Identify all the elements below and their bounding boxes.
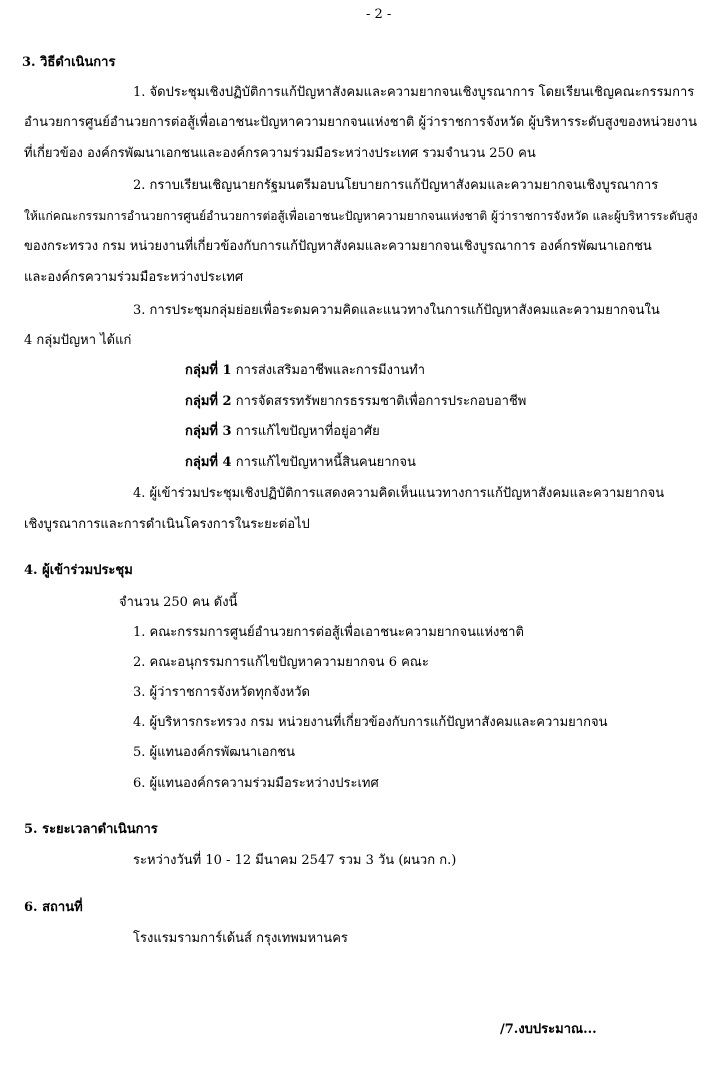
group-item-4 bbox=[185, 456, 416, 469]
section-3-p4-line-1: 4. ผู้เข้าร่วมประชุมเชิงปฏิบัติการแสดงความคิดเห็นแนวทางการแก้ปัญหาสังคมและความยากจน bbox=[133, 486, 665, 501]
page-number: - 2 - bbox=[366, 7, 392, 22]
participant-item-2: 2. คณะอนุกรรมการแก้ไขปัญหาความยากจน 6 คณะ bbox=[133, 655, 429, 670]
participant-item-4: 4. ผู้บริหารกระทรวง กรม หน่วยงานที่เกี่ยวข้องกับการแก้ปัญหาสังคมและความยากจน bbox=[133, 715, 608, 730]
group-item-1 bbox=[185, 364, 425, 377]
participant-item-5: 5. ผู้แทนองค์กรพัฒนาเอกชน bbox=[133, 745, 296, 760]
section-3-p2-line-3: ของกระทรวง กรม หน่วยงานที่เกี่ยวข้องกับการแก้ปัญหาสังคมและความยากจนเชิงบูรณาการ องค์กรพัฒนาเอกชน bbox=[24, 239, 652, 254]
section-6-text: โรงแรมรามการ์เด้นส์ กรุงเทพมหานคร bbox=[133, 931, 348, 946]
section-3-p4-line-2: เชิงบูรณาการและการดำเนินโครงการในระยะต่อไป bbox=[24, 517, 310, 532]
section-3-p1-line-2: อำนวยการศูนย์อำนวยการต่อสู้เพื่อเอาชนะปัญหาความยากจนแห่งชาติ ผู้ว่าราชการจังหวัด ผู้บริหารระดับสูงของหน่วยงาน bbox=[24, 115, 697, 130]
participant-item-3: 3. ผู้ว่าราชการจังหวัดทุกจังหวัด bbox=[133, 685, 311, 700]
section-3-p2-line-2: ให้แก่คณะกรรมการอำนวยการศูนย์อำนวยการต่อสู้เพื่อเอาชนะปัญหาความยากจนแห่งชาติ ผู้ว่าราชการจังหวัด และผู้บริหารระดับสูง bbox=[24, 209, 698, 223]
section-4-heading: 4. ผู้เข้าร่วมประชุม bbox=[24, 563, 133, 578]
group-text: การแก้ไขปัญหาที่อยู่อาศัย bbox=[231, 424, 380, 439]
section-6-heading: 6. สถานที่ bbox=[24, 900, 83, 915]
group-label: กลุ่มที่ 2 bbox=[185, 394, 232, 409]
group-label: กลุ่มที่ 1 bbox=[185, 363, 232, 378]
group-label: กลุ่มที่ 3 bbox=[185, 424, 232, 439]
group-label: กลุ่มที่ 4 bbox=[185, 455, 232, 470]
footer-continuation: /7.งบประมาณ... bbox=[500, 1022, 597, 1037]
section-3-p1-line-1: 1. จัดประชุมเชิงปฏิบัติการแก้ปัญหาสังคมและความยากจนเชิงบูรณาการ โดยเรียนเชิญคณะกรรมการ bbox=[133, 85, 695, 100]
section-3-p2-line-4: และองค์กรความร่วมมือระหว่างประเทศ bbox=[24, 270, 244, 285]
group-text: การแก้ไขปัญหาหนี้สินคนยากจน bbox=[231, 455, 416, 470]
section-3-heading: 3. วิธีดำเนินการ bbox=[22, 55, 116, 70]
section-3-p3-line-1: 3. การประชุมกลุ่มย่อยเพื่อระดมความคิดและแนวทางในการแก้ปัญหาสังคมและความยากจนใน bbox=[133, 303, 660, 318]
participant-item-1: 1. คณะกรรมการศูนย์อำนวยการต่อสู้เพื่อเอาชนะความยากจนแห่งชาติ bbox=[133, 625, 524, 640]
section-3-p1-line-3: ที่เกี่ยวข้อง องค์กรพัฒนาเอกชนและองค์กรความร่วมมือระหว่างประเทศ รวมจำนวน 250 คน bbox=[24, 146, 536, 161]
section-3-p2-line-1: 2. กราบเรียนเชิญนายกรัฐมนตรีมอบนโยบายการแก้ปัญหาสังคมและความยากจนเชิงบูรณาการ bbox=[133, 178, 659, 193]
group-text: การจัดสรรทรัพยากรธรรมชาติเพื่อการประกอบอาชีพ bbox=[231, 394, 527, 409]
group-item-3 bbox=[185, 425, 380, 438]
group-item-2 bbox=[185, 395, 526, 408]
participant-item-6: 6. ผู้แทนองค์กรความร่วมมือระหว่างประเทศ bbox=[133, 776, 379, 791]
section-5-text: ระหว่างวันที่ 10 - 12 มีนาคม 2547 รวม 3 วัน (ผนวก ก.) bbox=[133, 853, 457, 868]
section-5-heading: 5. ระยะเวลาดำเนินการ bbox=[24, 822, 158, 837]
group-text: การส่งเสริมอาชีพและการมีงานทำ bbox=[231, 363, 426, 378]
section-3-p3-line-2: 4 กลุ่มปัญหา ได้แก่ bbox=[24, 333, 132, 348]
section-4-intro: จำนวน 250 คน ดังนี้ bbox=[119, 595, 238, 610]
